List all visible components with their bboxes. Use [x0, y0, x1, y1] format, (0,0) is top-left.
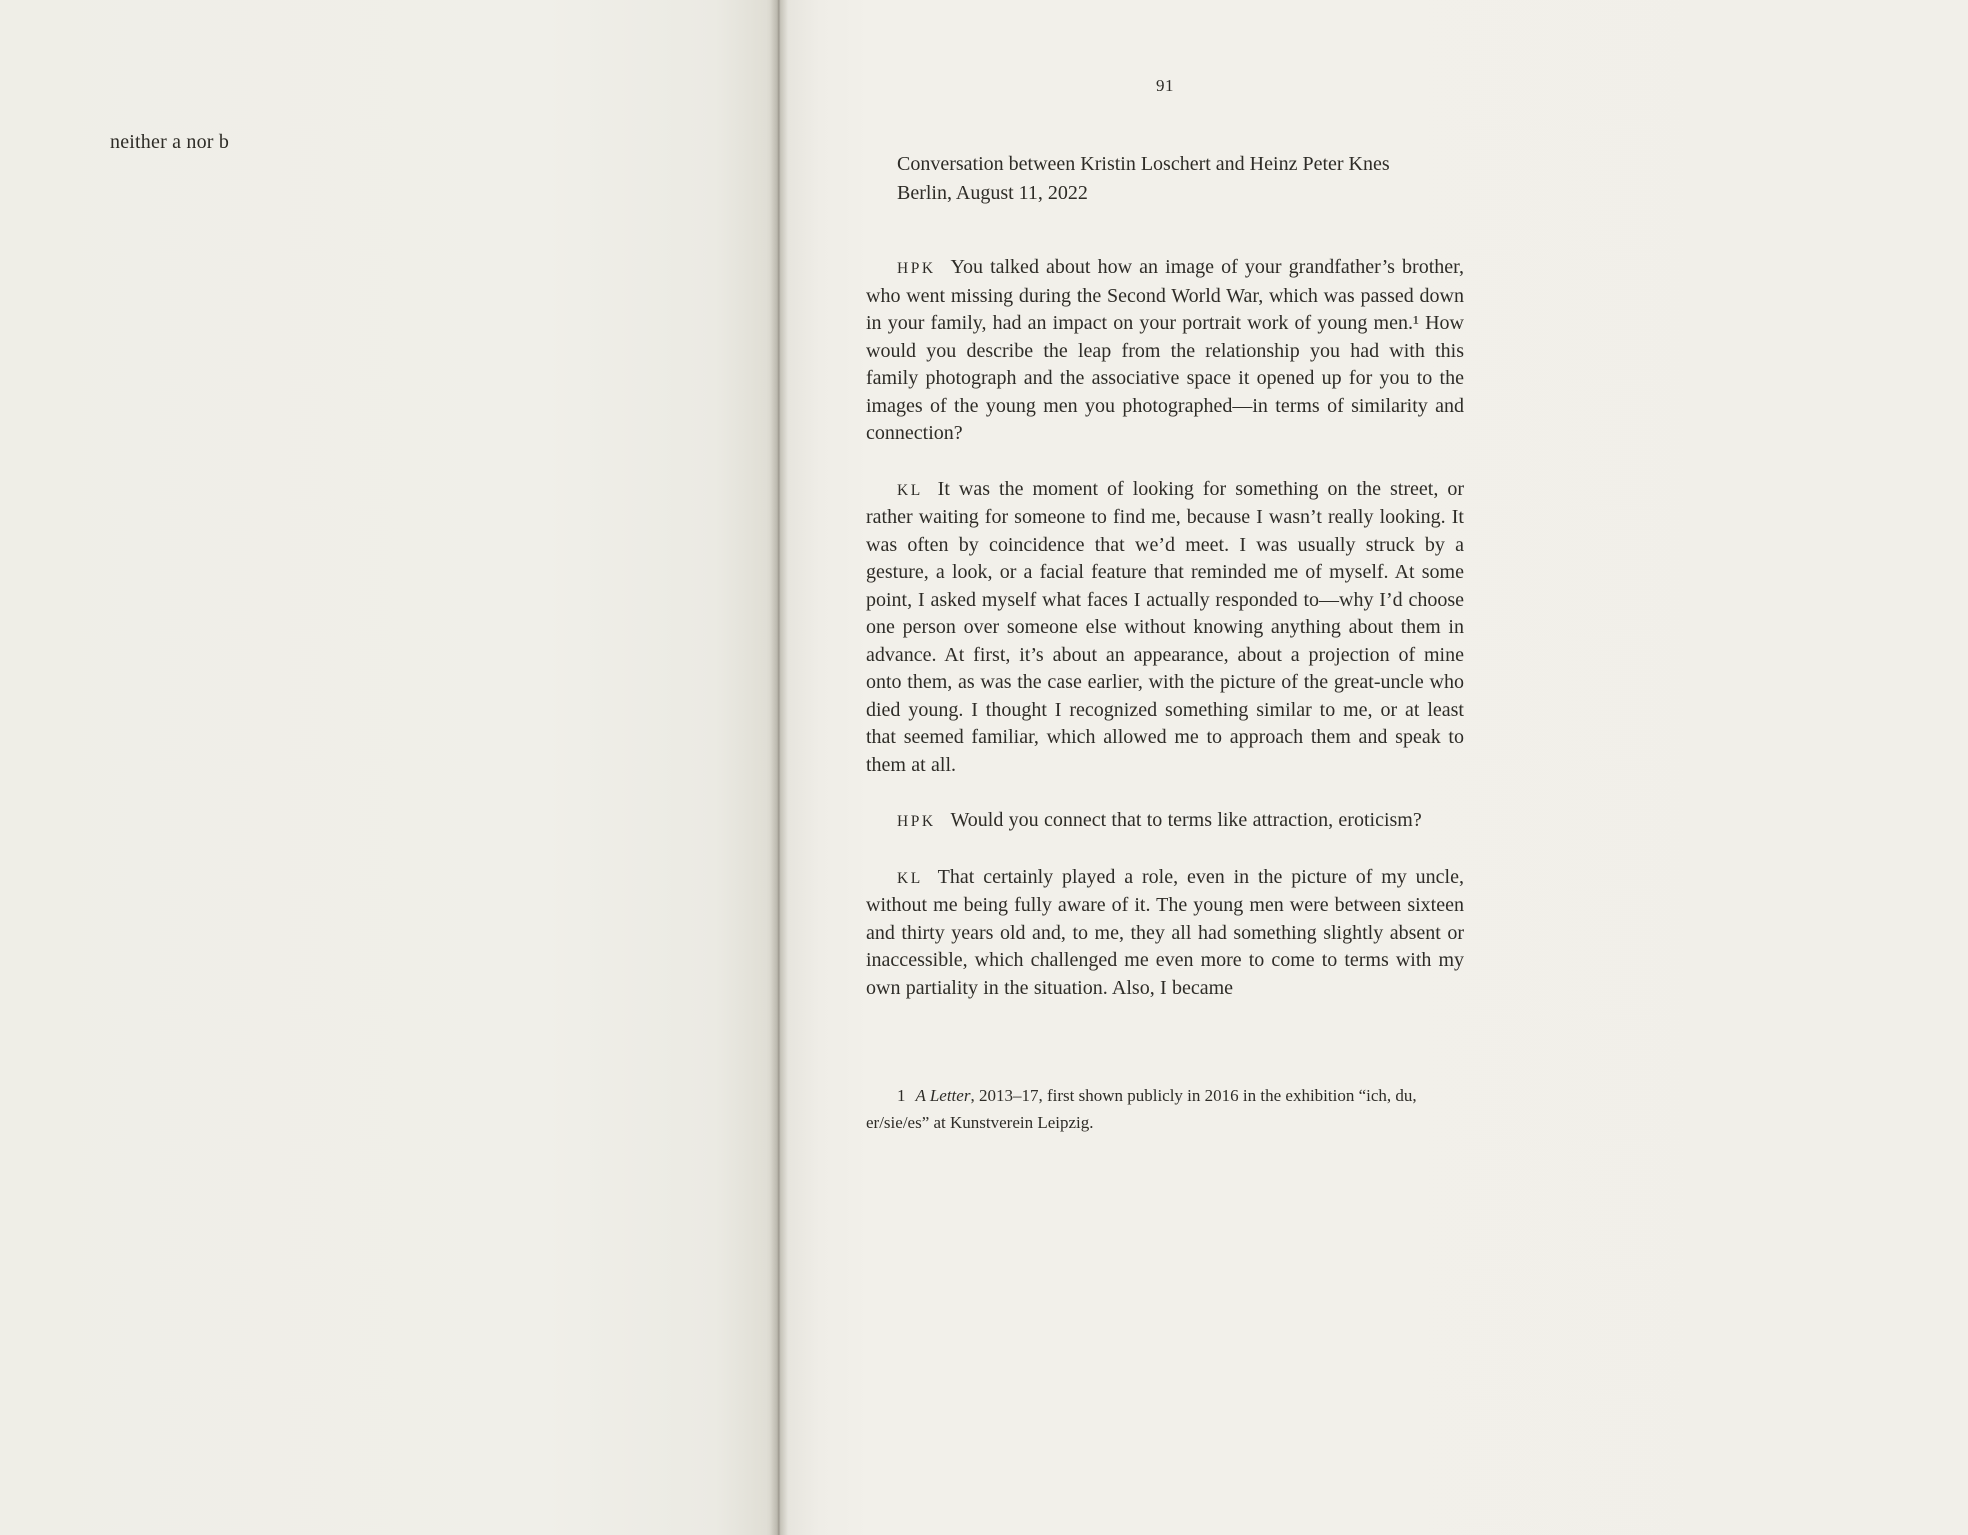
paragraph-text: You talked about how an image of your grandfather’s brother, who went missing during the Second World War, which was passed down in your family, had an impact on your portrait work of young men.¹ How would you describe the leap from the relationship you had with this family photograph and the associative space it opened up for you to the images of the young men you photographed—in terms of similarity and connection? — [866, 256, 1464, 444]
page-number: 91 — [1156, 76, 1174, 95]
running-head: neither a nor b — [110, 131, 230, 153]
chapter-title-line-2: Berlin, August 11, 2022 — [897, 182, 1088, 204]
dialogue-paragraph — [866, 807, 1464, 836]
dialogue-paragraph — [866, 864, 1464, 1003]
paragraph-text: It was the moment of looking for something on the street, or rather waiting for someone to find me, because I wasn’t really looking. It was often by coincidence that we’d meet. I was usually struck by a gesture, a look, or a facial feature that reminded me of myself. At some point, I asked myself what faces I actually responded to—why I’d choose one person over someone else without knowing anything about them in advance. At first, it’s about an appearance, about a projection of mine onto them, as was the case earlier, with the picture of the great-uncle who died young. I thought I recognized something similar to me, or at least that seemed familiar, which allowed me to approach them and speak to them at all. — [866, 477, 1464, 776]
left-page — [0, 0, 778, 1535]
speaker-label: KL — [897, 481, 923, 499]
dialogue-paragraph — [866, 476, 1464, 780]
paragraph-text: That certainly played a role, even in the picture of my uncle, without me being fully aware of it. The young men were between sixteen and thirty years old and, to me, they all had something slightly absent or inaccessible, which challenged me even more to come to terms with my own partiality in the situation. Also, I became — [866, 865, 1464, 999]
dialogue-paragraph — [866, 254, 1464, 448]
speaker-label: HPK — [897, 813, 936, 830]
footnote-text: , 2013–17, first shown publicly in 2016 in the exhibition “ich, du, er/sie/es” at Kunstverein Leipzig. — [866, 1086, 1417, 1132]
right-page — [778, 0, 1968, 1535]
footnote — [866, 1082, 1464, 1136]
chapter-title — [866, 150, 1464, 208]
speaker-label: KL — [897, 869, 923, 887]
text-block — [866, 150, 1464, 1030]
footnote-work-title: A Letter — [915, 1086, 971, 1105]
paragraph-text: Would you connect that to terms like attraction, eroticism? — [950, 809, 1422, 831]
chapter-title-line-1: Conversation between Kristin Loschert and Heinz Peter Knes — [897, 153, 1390, 175]
footnote-marker: 1 — [897, 1086, 906, 1105]
speaker-label: HPK — [897, 260, 936, 277]
